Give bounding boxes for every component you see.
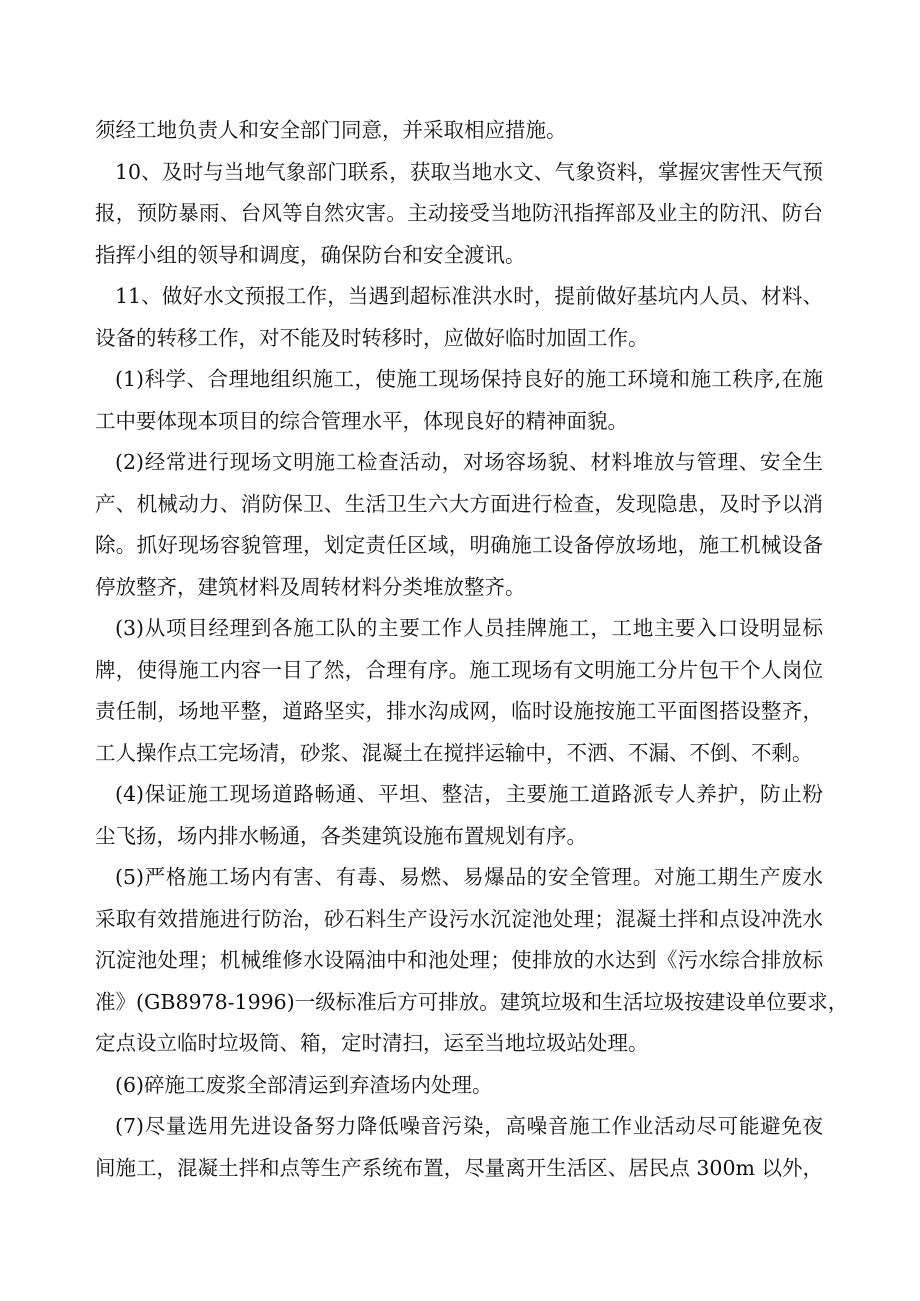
text-line: 产、机械动力、消防保卫、生活卫生六大方面进行检查，发现隐患，及时予以消 [95, 491, 823, 516]
text-line: (7)尽量选用先进设备努力降低噪音污染，高噪音施工作业活动尽可能避免夜 [115, 1114, 823, 1138]
text-line: 尘飞扬，场内排水畅通，各类建筑设施布置规划有序。 [95, 823, 587, 848]
text-line: 准》(GB8978-1996)一级标准后方可排放。建筑垃圾和生活垃圾按建设单位要求， [95, 989, 849, 1014]
paragraph [95, 857, 849, 1065]
text-line: 间施工，混凝土拌和点等生产系统布置，尽量离开生活区、居民点 300m 以外， [95, 1155, 823, 1180]
text-line: 10、及时与当地气象部门联系，获取当地水文、气象资料，掌握灾害性天气预 [115, 159, 823, 184]
text-line: (5)严格施工场内有害、有毒、易燃、易爆品的安全管理。对施工期生产废水 [115, 865, 823, 889]
text-line: 定点设立临时垃圾筒、箱，定时清扫，运至当地垃圾站处理。 [95, 1031, 649, 1055]
text-line: 须经工地负责人和安全部门同意，并采取相应措施。 [95, 118, 567, 142]
paragraph [95, 110, 823, 152]
text-line: 停放整齐，建筑材料及周转材料分类堆放整齐。 [95, 574, 526, 599]
text-line: 工中要体现本项目的综合管理水平，体现良好的精神面貌。 [95, 408, 628, 433]
paragraph [95, 442, 823, 608]
text-line: 除。抓好现场容貌管理，划定责任区域，明确施工设备停放场地，施工机械设备 [95, 533, 823, 557]
paragraph [95, 608, 823, 774]
text-line: 沉淀池处理；机械维修水设隔油中和池处理；使排放的水达到《污水综合排放标 [95, 948, 823, 972]
text-line: 报，预防暴雨、台风等自然灾害。主动接受当地防汛指挥部及业主的防汛、防台 [95, 201, 823, 225]
text-line: 责任制，场地平整，道路坚实，排水沟成网，临时设施按施工平面图搭设整齐， [95, 699, 823, 723]
text-line: (2)经常进行现场文明施工检查活动，对场容场貌、材料堆放与管理、安全生 [115, 450, 823, 474]
text-line: (3)从项目经理到各施工队的主要工作人员挂牌施工，工地主要入口设明显标 [115, 616, 823, 640]
paragraph [95, 276, 823, 359]
paragraph [95, 359, 823, 442]
paragraph [95, 152, 823, 277]
text-line: 设备的转移工作，对不能及时转移时，应做好临时加固工作。 [95, 325, 649, 350]
paragraph [95, 1106, 823, 1189]
text-line: 工人操作点工完场清，砂浆、混凝土在搅拌运输中，不洒、不漏、不倒、不剩。 [95, 740, 813, 765]
document-page [95, 110, 849, 1189]
text-line: (6)碎施工废浆全部清运到弃渣场内处理。 [115, 1072, 493, 1097]
text-line: 指挥小组的领导和调度，确保防台和安全渡讯。 [95, 242, 526, 267]
text-line: (4)保证施工现场道路畅通、平坦、整洁，主要施工道路派专人养护，防止粉 [115, 782, 823, 806]
text-line: 牌，使得施工内容一目了然，合理有序。施工现场有文明施工分片包干个人岗位 [95, 657, 823, 682]
text-line: 采取有效措施进行防治，砂石料生产设污水沉淀池处理；混凝土拌和点设冲洗水 [95, 906, 823, 931]
text-line: 11、做好水文预报工作，当遇到超标准洪水时，提前做好基坑内人员、材料、 [115, 284, 823, 308]
paragraph [95, 1065, 823, 1107]
text-line: (1)科学、合理地组织施工，使施工现场保持良好的施工环境和施工秩序,在施 [115, 367, 823, 391]
paragraph [95, 774, 823, 857]
